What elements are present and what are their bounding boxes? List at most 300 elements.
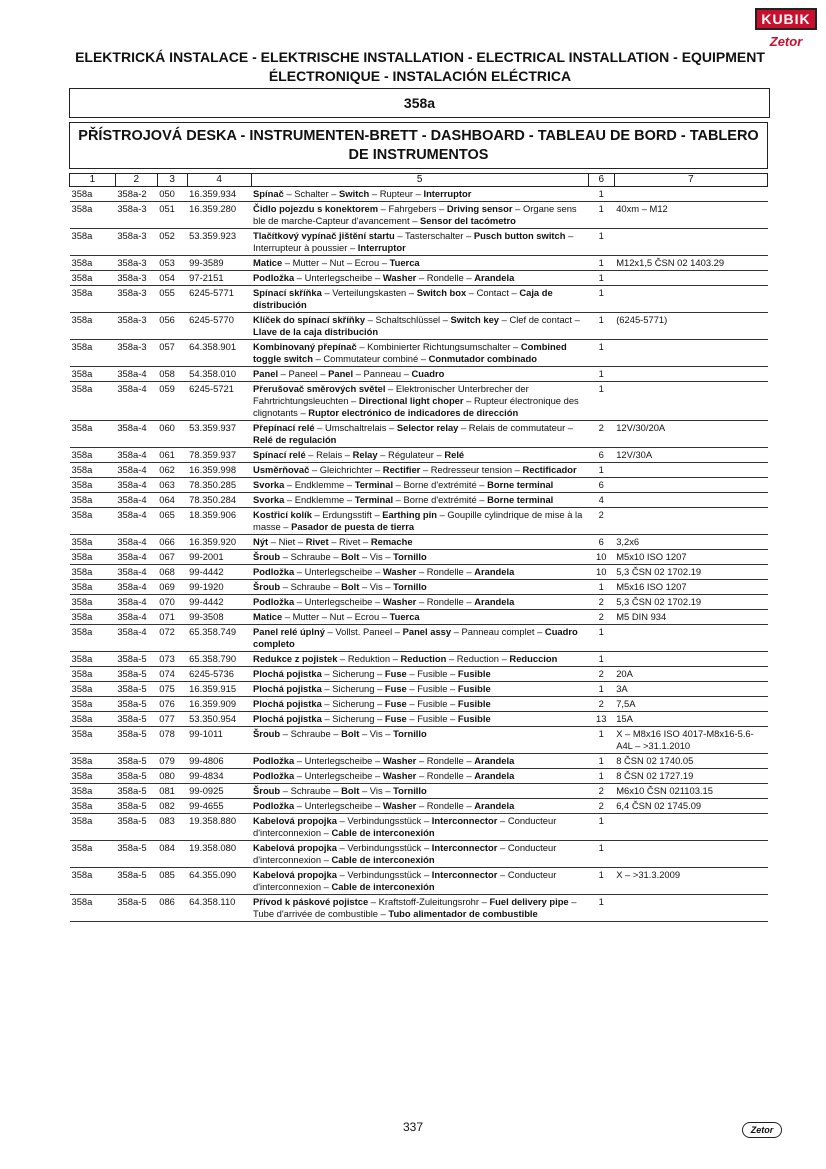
desc-en: Relay [352,449,378,460]
quantity: 1 [588,895,614,922]
column-header: 5 [251,174,588,187]
part-description [251,535,588,550]
table-row [70,448,768,463]
footer-zetor-logo: Zetor [742,1122,782,1138]
subfig-number: 358a-3 [115,313,157,340]
desc-en: Washer [382,755,417,766]
desc-de: – Schraube – [280,728,342,739]
desc-cz: Plochá pojistka [253,698,322,709]
desc-en: Directional light choper [358,395,464,406]
table-row [70,535,768,550]
desc-en: Tuerca [389,611,420,622]
position-number: 055 [157,286,187,313]
table-row [70,565,768,580]
desc-cz: Šroub [253,785,281,796]
part-number: 99-4442 [187,595,251,610]
position-number: 086 [157,895,187,922]
desc-de: – Verbindungsstück – [336,869,432,880]
quantity: 1 [588,187,614,202]
table-row [70,895,768,922]
desc-es: Cuadro completo [253,626,578,649]
table-row [70,610,768,625]
desc-en: Switch [339,188,370,199]
desc-de: – Kombinierter Richtungsumschalter – [356,341,521,352]
table-row [70,652,768,667]
quantity: 1 [588,382,614,421]
quantity: 1 [588,841,614,868]
part-number: 99-3589 [187,256,251,271]
note: M12x1,5 ČSN 02 1403.29 [614,256,767,271]
desc-cz: Kabelová propojka [253,815,337,826]
part-number: 16.359.934 [187,187,251,202]
desc-cz: Čidlo pojezdu s konektorem [253,203,379,214]
fig-number: 358a [70,610,116,625]
desc-cz: Šroub [253,728,281,739]
position-number: 076 [157,697,187,712]
quantity: 2 [588,610,614,625]
desc-fr: – Conducteur d'interconnexion – [253,842,557,865]
column-header: 1 [70,174,116,187]
position-number: 081 [157,784,187,799]
note: M5x16 ISO 1207 [614,580,767,595]
note: M5 DIN 934 [614,610,767,625]
quantity: 2 [588,697,614,712]
note [614,187,767,202]
note: 12V/30A [614,448,767,463]
fig-number: 358a [70,187,116,202]
desc-cz: Kabelová propojka [253,842,337,853]
quantity: 2 [588,784,614,799]
part-description [251,508,588,535]
part-number: 16.359.915 [187,682,251,697]
desc-fr: – Rupteur – [369,188,424,199]
quantity: 10 [588,565,614,580]
desc-de: – Sicherung – [321,698,385,709]
desc-de: – Kraftstoff-Zuleitungsrohr – [368,896,490,907]
subfig-number: 358a-4 [115,580,157,595]
desc-en: Fuel delivery pipe [489,896,569,907]
desc-es: Arandela [474,272,515,283]
desc-de: – Schraube – [280,785,342,796]
position-number: 075 [157,682,187,697]
note: 7,5A [614,697,767,712]
part-number: 64.358.110 [187,895,251,922]
part-number: 6245-5721 [187,382,251,421]
quantity: 6 [588,478,614,493]
desc-fr: – Rondelle – [416,800,475,811]
desc-es: Pasador de puesta de tierra [291,521,415,532]
quantity: 1 [588,313,614,340]
note [614,463,767,478]
desc-fr: – Vis – [359,551,394,562]
fig-number: 358a [70,784,116,799]
desc-es: Fusible [457,668,491,679]
desc-en: Switch box [416,287,467,298]
desc-de: – Schalter – [283,188,340,199]
desc-en: Panel [328,368,354,379]
desc-fr: – Rivet – [328,536,371,547]
desc-fr: – Conducteur d'interconnexion – [253,815,557,838]
desc-es: Fusible [457,698,491,709]
note: (6245-5771) [614,313,767,340]
desc-en: Rivet [305,536,329,547]
note: M6x10 ČSN 021103.15 [614,784,767,799]
desc-fr: – Conducteur d'interconnexion – [253,869,557,892]
part-number: 16.359.280 [187,202,251,229]
table-row [70,625,768,652]
part-number: 16.359.920 [187,535,251,550]
quantity: 1 [588,682,614,697]
desc-fr: – Rupteur électronique des clignotants – [253,395,579,418]
part-number: 99-4655 [187,799,251,814]
note: 8 ČSN 02 1727.19 [614,769,767,784]
part-number: 99-4834 [187,769,251,784]
desc-en: Fuse [384,683,407,694]
position-number: 070 [157,595,187,610]
quantity: 1 [588,229,614,256]
desc-cz: Podložka [253,272,295,283]
part-number: 99-1920 [187,580,251,595]
desc-fr: – Vis – [359,581,394,592]
desc-cz: Přívod k páskové pojistce [253,896,369,907]
page-title [60,48,780,86]
subfig-number: 358a-3 [115,229,157,256]
desc-en: Bolt [341,785,360,796]
table-row [70,841,768,868]
part-number: 78.359.937 [187,448,251,463]
part-number: 19.358.080 [187,841,251,868]
fig-number: 358a [70,229,116,256]
subfig-number: 358a-5 [115,895,157,922]
desc-en: Panel assy [402,626,452,637]
table-row [70,382,768,421]
quantity: 13 [588,712,614,727]
desc-es: Arandela [474,800,515,811]
quantity: 1 [588,286,614,313]
column-header: 7 [614,174,767,187]
note [614,367,767,382]
subfig-number: 358a-4 [115,493,157,508]
desc-de: – Unterlegscheibe – [294,566,383,577]
fig-number: 358a [70,478,116,493]
desc-es: Borne terminal [487,479,554,490]
note: X – >31.3.2009 [614,868,767,895]
desc-es: Cable de interconexión [331,881,435,892]
desc-de: – Endklemme – [284,494,355,505]
part-description [251,286,588,313]
table-row [70,754,768,769]
fig-number: 358a [70,340,116,367]
table-row [70,229,768,256]
desc-cz: Přerušovač směrových světel [253,383,386,394]
part-description [251,682,588,697]
desc-de: – Schraube – [280,581,342,592]
quantity: 1 [588,769,614,784]
desc-fr: – Vis – [359,785,394,796]
desc-de: – Mutter – Nut – Ecrou – [282,611,390,622]
desc-fr: – Vis – [359,728,394,739]
desc-de: – Umschaltrelais – [314,422,397,433]
desc-es: Arandela [474,770,515,781]
fig-number: 358a [70,712,116,727]
desc-en: Washer [382,770,417,781]
quantity: 1 [588,754,614,769]
part-description [251,367,588,382]
part-number: 99-1011 [187,727,251,754]
desc-cz: Podložka [253,770,295,781]
desc-cz: Matice [253,611,283,622]
subfig-number: 358a-3 [115,340,157,367]
position-number: 053 [157,256,187,271]
desc-fr: – Goupille cylindrique de mise à la masse – [253,509,583,532]
subfig-number: 358a-5 [115,697,157,712]
desc-fr: – Redresseur tension – [420,464,523,475]
position-number: 073 [157,652,187,667]
table-header-row [70,174,768,187]
position-number: 069 [157,580,187,595]
note [614,625,767,652]
fig-number: 358a [70,769,116,784]
fig-number: 358a [70,271,116,286]
position-number: 054 [157,271,187,286]
desc-fr: – Fusible – [406,713,458,724]
desc-de: – Schraube – [280,551,342,562]
part-number: 6245-5771 [187,286,251,313]
subfig-number: 358a-5 [115,712,157,727]
part-description [251,625,588,652]
table-row [70,799,768,814]
part-description [251,769,588,784]
desc-en: Combined toggle switch [253,341,567,364]
subfig-number: 358a-5 [115,667,157,682]
desc-fr: – Tube d'arrivée de combustible – [253,896,577,919]
desc-fr: – Fusible – [406,683,458,694]
fig-number: 358a [70,367,116,382]
fig-number: 358a [70,667,116,682]
fig-number: 358a [70,754,116,769]
fig-number: 358a [70,202,116,229]
desc-de: – Sicherung – [321,713,385,724]
desc-en: Fuse [384,713,407,724]
desc-es: Remache [370,536,413,547]
column-header: 3 [157,174,187,187]
section-number: 358a [69,88,770,118]
desc-de: – Erdungsstift – [311,509,383,520]
part-description [251,814,588,841]
subfig-number: 358a-5 [115,769,157,784]
part-description [251,478,588,493]
part-number: 99-4806 [187,754,251,769]
table-row [70,697,768,712]
desc-fr: – Panneau complet – [451,626,545,637]
desc-en: Fuse [384,668,407,679]
fig-number: 358a [70,535,116,550]
desc-cz: Šroub [253,581,281,592]
part-description [251,667,588,682]
position-number: 077 [157,712,187,727]
desc-es: Borne terminal [487,494,554,505]
desc-cz: Svorka [253,479,285,490]
position-number: 058 [157,367,187,382]
note: 5,3 ČSN 02 1702.19 [614,595,767,610]
note: 20A [614,667,767,682]
part-description [251,202,588,229]
desc-es: Tornillo [393,581,427,592]
fig-number: 358a [70,565,116,580]
fig-number: 358a [70,580,116,595]
desc-es: Caja de distribución [253,287,553,310]
desc-es: Interruptor [357,242,406,253]
desc-es: Tornillo [393,785,427,796]
table-row [70,463,768,478]
part-number: 18.359.906 [187,508,251,535]
position-number: 065 [157,508,187,535]
position-number: 056 [157,313,187,340]
fig-number: 358a [70,448,116,463]
quantity: 2 [588,667,614,682]
position-number: 052 [157,229,187,256]
note: 8 ČSN 02 1740.05 [614,754,767,769]
subfig-number: 358a-5 [115,868,157,895]
desc-cz: Podložka [253,755,295,766]
desc-en: Earthing pin [382,509,437,520]
subfig-number: 358a-4 [115,508,157,535]
subfig-number: 358a-5 [115,784,157,799]
desc-fr: – Régulateur – [377,449,445,460]
desc-de: – Verbindungsstück – [336,815,432,826]
part-description [251,841,588,868]
part-number: 53.350.954 [187,712,251,727]
desc-cz: Matice [253,257,283,268]
quantity: 1 [588,580,614,595]
quantity: 1 [588,202,614,229]
note: 5,3 ČSN 02 1702.19 [614,565,767,580]
fig-number: 358a [70,841,116,868]
table-row [70,868,768,895]
desc-cz: Kombinovaný přepínač [253,341,357,352]
part-description [251,784,588,799]
position-number: 082 [157,799,187,814]
position-number: 078 [157,727,187,754]
desc-fr: – Reduction – [446,653,510,664]
position-number: 060 [157,421,187,448]
fig-number: 358a [70,814,116,841]
desc-fr: – Rondelle – [416,272,475,283]
subfig-number: 358a-5 [115,814,157,841]
desc-en: Washer [382,596,417,607]
quantity: 1 [588,652,614,667]
desc-de: – Elektronischer Unterbrecher der Fahrtrichtungsleuchten – [253,383,529,406]
page-number: 337 [402,1120,424,1134]
desc-en: Washer [382,272,417,283]
subfig-number: 358a-3 [115,271,157,286]
desc-cz: Usměrňovač [253,464,310,475]
part-description [251,868,588,895]
fig-number: 358a [70,697,116,712]
desc-es: Relé de regulación [253,434,337,445]
position-number: 084 [157,841,187,868]
fig-number: 358a [70,382,116,421]
part-number: 6245-5736 [187,667,251,682]
desc-cz: Kostřicí kolík [253,509,312,520]
subfig-number: 358a-5 [115,799,157,814]
desc-de: – Niet – [268,536,306,547]
subfig-number: 358a-5 [115,841,157,868]
desc-es: Cable de interconexión [331,827,435,838]
table-row [70,814,768,841]
position-number: 085 [157,868,187,895]
part-number: 19.358.880 [187,814,251,841]
part-description [251,256,588,271]
table-row [70,340,768,367]
position-number: 074 [157,667,187,682]
desc-fr: – Panneau – [353,368,412,379]
desc-es: Relé [444,449,465,460]
part-description [251,187,588,202]
note [614,286,767,313]
position-number: 064 [157,493,187,508]
desc-cz: Redukce z pojistek [253,653,338,664]
desc-es: Arandela [474,755,515,766]
desc-cz: Spínací skříňka [253,287,322,298]
fig-number: 358a [70,421,116,448]
position-number: 066 [157,535,187,550]
desc-es: Ruptor electrónico de indicadores de dirección [308,407,519,418]
table-row [70,508,768,535]
part-number: 16.359.998 [187,463,251,478]
desc-es: Rectificador [522,464,577,475]
part-number: 78.350.284 [187,493,251,508]
subfig-number: 358a-4 [115,565,157,580]
desc-es: Arandela [474,566,515,577]
fig-number: 358a [70,799,116,814]
desc-fr: – Fusible – [406,698,458,709]
fig-number: 358a [70,727,116,754]
part-description [251,727,588,754]
fig-number: 358a [70,652,116,667]
desc-fr: – Borne d'extrémité – [393,494,488,505]
desc-cz: Nýt [253,536,269,547]
position-number: 083 [157,814,187,841]
part-number: 99-4442 [187,565,251,580]
part-description [251,697,588,712]
desc-en: Bolt [341,551,360,562]
fig-number: 358a [70,463,116,478]
subfig-number: 358a-5 [115,754,157,769]
note [614,508,767,535]
part-number: 53.359.937 [187,421,251,448]
quantity: 2 [588,595,614,610]
quantity: 1 [588,256,614,271]
part-description [251,229,588,256]
position-number: 062 [157,463,187,478]
subfig-number: 358a-5 [115,652,157,667]
desc-fr: – Fusible – [406,668,458,679]
quantity: 2 [588,799,614,814]
desc-en: Bolt [341,581,360,592]
desc-de: – Schaltschlüssel – [365,314,451,325]
desc-en: Reduction [400,653,447,664]
quantity: 1 [588,271,614,286]
desc-fr: – Commutateur combiné – [312,353,429,364]
subfig-number: 358a-4 [115,421,157,448]
position-number: 072 [157,625,187,652]
fig-number: 358a [70,493,116,508]
column-header: 2 [115,174,157,187]
table-row [70,187,768,202]
subfig-number: 358a-4 [115,595,157,610]
note [614,895,767,922]
